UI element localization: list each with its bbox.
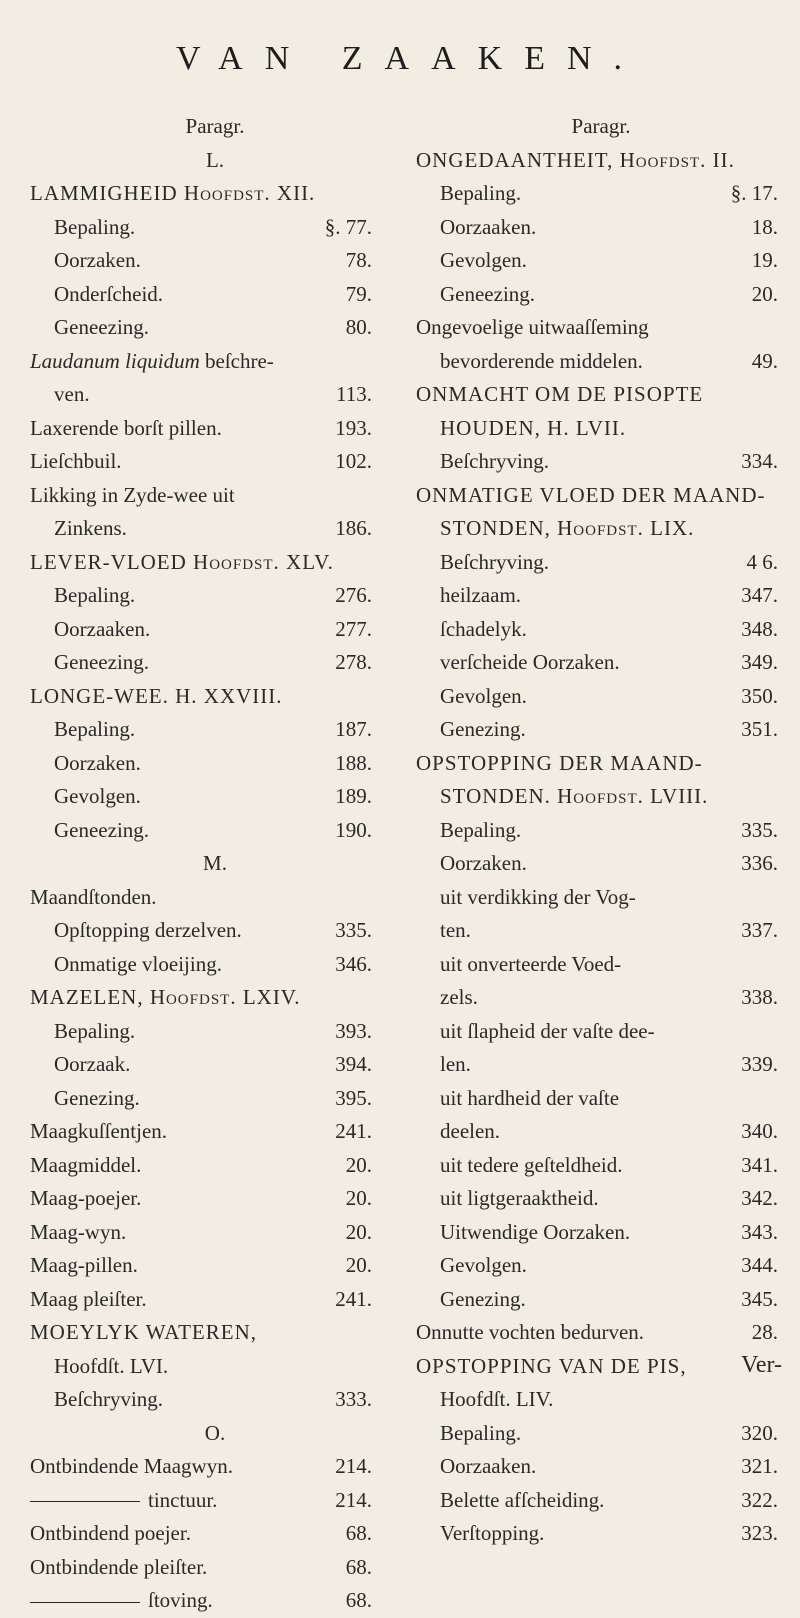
entry-paragraph-number: §. 77. bbox=[324, 214, 372, 239]
index-entry bbox=[416, 680, 786, 714]
entry-text: Bepaling. bbox=[54, 717, 136, 741]
entry-paragraph-number: 333. bbox=[335, 1387, 372, 1411]
index-entry bbox=[30, 747, 400, 781]
index-entry bbox=[416, 1517, 786, 1551]
entry-paragraph-number: 347. bbox=[741, 583, 778, 607]
entry-paragraph-number: 395. bbox=[335, 1085, 372, 1110]
index-entry bbox=[30, 512, 400, 546]
entry-text: Maag-pillen. bbox=[30, 1253, 138, 1277]
index-entry bbox=[416, 211, 786, 245]
index-entry bbox=[416, 713, 786, 747]
entry-text: verſcheide Oorzaken. bbox=[440, 650, 620, 674]
entry-text: Beſchryving. bbox=[440, 549, 550, 574]
entry-paragraph-number: 20. bbox=[345, 1152, 372, 1177]
entry-text: Uitwendige Oorzaken. bbox=[440, 1219, 631, 1244]
left-column bbox=[30, 110, 400, 1618]
index-entry bbox=[416, 814, 786, 848]
entry-text: ONMATIGE VLOED DER MAAND- bbox=[416, 482, 766, 507]
entry-paragraph-number: 348. bbox=[741, 616, 778, 641]
entry-text: Bepaling. bbox=[440, 181, 522, 205]
index-entry bbox=[30, 1517, 400, 1551]
entry-paragraph-number: 214. bbox=[335, 1487, 372, 1512]
index-entry bbox=[416, 1182, 786, 1216]
entry-text: Ontbindende Maagwyn. bbox=[30, 1454, 233, 1478]
entry-text: Opſtopping derzelven. bbox=[54, 918, 242, 942]
index-entry bbox=[416, 1249, 786, 1283]
entry-text: M. bbox=[203, 851, 227, 875]
index-entry bbox=[30, 1048, 400, 1082]
entry-paragraph-number: 323. bbox=[741, 1521, 778, 1545]
entry-paragraph-number: 320. bbox=[741, 1420, 778, 1445]
entry-text: uit ſlapheid der vaſte dee- bbox=[440, 1018, 655, 1043]
entry-text: len. bbox=[440, 1052, 471, 1076]
entry-text: LAMMIGHEID Hoofdſt. XII. bbox=[30, 181, 316, 205]
entry-text: Beſchryving. bbox=[54, 1387, 164, 1411]
index-entry bbox=[30, 881, 400, 915]
entry-text: deelen. bbox=[440, 1119, 501, 1143]
entry-paragraph-number: 190. bbox=[335, 817, 372, 842]
index-entry bbox=[30, 914, 400, 948]
entry-text: Ontbindende pleiſter. bbox=[30, 1554, 208, 1579]
index-entry bbox=[30, 780, 400, 814]
entry-paragraph-number: 337. bbox=[741, 918, 778, 942]
index-entry bbox=[30, 412, 400, 446]
entry-text: uit tedere geſteldheid. bbox=[440, 1152, 623, 1177]
entry-text: Laxerende borſt pillen. bbox=[30, 415, 222, 440]
index-entry bbox=[30, 1584, 400, 1618]
index-entry bbox=[416, 981, 786, 1015]
entry-text: O. bbox=[204, 1420, 226, 1445]
entry-text: Oorzaken. bbox=[54, 750, 141, 775]
entry-text: Genezing. bbox=[440, 1286, 526, 1311]
entry-text: Bepaling. bbox=[440, 1420, 522, 1445]
entry-text: Maandſtonden. bbox=[30, 884, 157, 909]
entry-text: Maagmiddel. bbox=[30, 1152, 142, 1177]
entry-text: Maagkuſſentjen. bbox=[30, 1119, 168, 1143]
index-entry bbox=[30, 378, 400, 412]
index-entry bbox=[30, 445, 400, 479]
entry-paragraph-number: 49. bbox=[751, 348, 778, 373]
index-entry bbox=[416, 546, 786, 580]
entry-paragraph-number: 68. bbox=[345, 1521, 372, 1545]
entry-paragraph-number: 189. bbox=[335, 784, 372, 808]
entry-text: bevorderende middelen. bbox=[440, 348, 643, 373]
entry-paragraph-number: 68. bbox=[345, 1588, 372, 1612]
entry-text: MOEYLYK WATEREN, bbox=[30, 1320, 257, 1344]
entry-paragraph-number: 339. bbox=[741, 1052, 778, 1076]
entry-text: LONGE-WEE. H. XXVIII. bbox=[30, 683, 283, 708]
entry-paragraph-number: 241. bbox=[335, 1119, 372, 1143]
entry-text: Verſtopping. bbox=[440, 1521, 545, 1545]
index-entry bbox=[30, 1082, 400, 1116]
entry-paragraph-number: 340. bbox=[741, 1119, 778, 1143]
index-entry bbox=[416, 1149, 786, 1183]
index-entry bbox=[416, 780, 786, 814]
entry-text: Paragr. bbox=[185, 114, 245, 138]
entry-paragraph-number: 346. bbox=[335, 951, 372, 976]
entry-text: L. bbox=[205, 147, 225, 172]
index-entry bbox=[30, 713, 400, 747]
entry-paragraph-number: 188. bbox=[335, 750, 372, 775]
index-entry bbox=[30, 680, 400, 714]
entry-paragraph-number: 276. bbox=[335, 583, 372, 607]
entry-paragraph-number: 186. bbox=[335, 516, 372, 540]
index-entry bbox=[30, 1249, 400, 1283]
index-entry bbox=[416, 1015, 786, 1049]
ditto-dash bbox=[30, 1602, 140, 1603]
entry-text: Paragr. bbox=[571, 114, 631, 138]
entry-text: HOUDEN, H. LVII. bbox=[440, 415, 627, 440]
index-entry bbox=[30, 177, 400, 211]
entry-text: Oorzaaken. bbox=[440, 214, 537, 239]
entry-paragraph-number: 351. bbox=[741, 717, 778, 741]
entry-text: uit onverteerde Voed- bbox=[440, 951, 622, 976]
index-entry bbox=[30, 847, 400, 881]
entry-text: Belette afſcheiding. bbox=[440, 1487, 605, 1512]
entry-paragraph-number: 336. bbox=[741, 851, 778, 875]
entry-text: Lieſchbuil. bbox=[30, 449, 122, 473]
entry-text: STONDEN, Hoofdſt. LIX. bbox=[440, 516, 695, 540]
index-entry bbox=[416, 1082, 786, 1116]
entry-text: heilzaam. bbox=[440, 583, 522, 607]
entry-text: LEVER-VLOED Hoofdſt. XLV. bbox=[30, 549, 334, 574]
index-entry bbox=[30, 1551, 400, 1585]
entry-text: Maag pleiſter. bbox=[30, 1286, 147, 1311]
entry-text: Ongevoelige uitwaaſſeming bbox=[416, 315, 649, 339]
entry-text: Geneezing. bbox=[54, 650, 150, 674]
index-entry bbox=[30, 1350, 400, 1384]
index-entry bbox=[30, 1015, 400, 1049]
entry-paragraph-number: 20. bbox=[345, 1186, 372, 1210]
index-entry bbox=[416, 881, 786, 915]
index-entry bbox=[416, 479, 786, 513]
entry-paragraph-number: 335. bbox=[741, 817, 778, 842]
entry-text: tinctuur. bbox=[30, 1484, 217, 1518]
index-entry bbox=[416, 579, 786, 613]
entry-text: Maag-wyn. bbox=[30, 1219, 127, 1244]
entry-text: uit ligtgeraaktheid. bbox=[440, 1186, 599, 1210]
index-entry bbox=[416, 914, 786, 948]
entry-text: Gevolgen. bbox=[440, 1253, 527, 1277]
index-entry bbox=[416, 378, 786, 412]
index-entry bbox=[30, 613, 400, 647]
entry-text: Genezing. bbox=[440, 717, 526, 741]
entry-text: Oorzaaken. bbox=[440, 1454, 537, 1478]
entry-paragraph-number: 113. bbox=[336, 382, 372, 406]
entry-text: ſtoving. bbox=[30, 1584, 213, 1618]
entry-text: ONGEDAANTHEIT, Hoofdſt. II. bbox=[416, 147, 735, 172]
index-entry bbox=[416, 1350, 786, 1384]
entry-paragraph-number: 28. bbox=[751, 1320, 778, 1344]
entry-paragraph-number: 278. bbox=[335, 650, 372, 674]
entry-text: Bepaling. bbox=[54, 583, 136, 607]
entry-text: Oorzaken. bbox=[440, 851, 527, 875]
entry-paragraph-number: 78. bbox=[345, 248, 372, 272]
entry-text: ten. bbox=[440, 918, 471, 942]
index-entry bbox=[416, 412, 786, 446]
index-entry bbox=[30, 1316, 400, 1350]
entry-paragraph-number: 19. bbox=[751, 248, 778, 272]
entry-text: Bepaling. bbox=[54, 1018, 136, 1043]
index-entry bbox=[416, 177, 786, 211]
index-entry bbox=[416, 1316, 786, 1350]
index-entry bbox=[30, 1149, 400, 1183]
entry-text: Ontbindend poejer. bbox=[30, 1521, 191, 1545]
ditto-dash bbox=[30, 1501, 140, 1502]
entry-text: Maag-poejer. bbox=[30, 1186, 142, 1210]
index-entry bbox=[30, 144, 400, 178]
entry-text: ſchadelyk. bbox=[440, 616, 527, 641]
index-entry bbox=[416, 646, 786, 680]
running-head: VAN ZAAKEN. bbox=[175, 40, 645, 77]
index-entry bbox=[30, 546, 400, 580]
entry-text: Genezing. bbox=[54, 1085, 140, 1110]
catchword: Ver- bbox=[741, 1352, 782, 1378]
entry-paragraph-number: 321. bbox=[741, 1454, 778, 1478]
entry-text: Oorzaken. bbox=[54, 248, 141, 272]
entry-paragraph-number: 20. bbox=[345, 1253, 372, 1277]
index-entry bbox=[30, 479, 400, 513]
index-entry bbox=[30, 345, 400, 379]
index-entry bbox=[30, 1216, 400, 1250]
entry-text: ONMACHT OM DE PISOPTE bbox=[416, 382, 704, 406]
index-entry bbox=[30, 579, 400, 613]
entry-paragraph-number: 322. bbox=[741, 1487, 778, 1512]
index-entry bbox=[30, 1115, 400, 1149]
index-entry bbox=[416, 244, 786, 278]
index-entry bbox=[416, 1216, 786, 1250]
entry-text: OPSTOPPING DER MAAND- bbox=[416, 750, 703, 775]
index-entry bbox=[416, 1417, 786, 1451]
entry-text: Oorzaaken. bbox=[54, 616, 151, 641]
entry-text: Geneezing. bbox=[54, 315, 150, 339]
entry-text: Bepaling. bbox=[54, 214, 136, 239]
entry-paragraph-number: 20. bbox=[751, 281, 778, 306]
entry-text: Onmatige vloeijing. bbox=[54, 951, 222, 976]
entry-paragraph-number: 18. bbox=[751, 214, 778, 239]
entry-paragraph-number: 214. bbox=[335, 1454, 372, 1478]
index-entry bbox=[416, 278, 786, 312]
entry-paragraph-number: 394. bbox=[335, 1052, 372, 1076]
entry-paragraph-number: 342. bbox=[741, 1186, 778, 1210]
entry-paragraph-number: 350. bbox=[741, 683, 778, 708]
index-entry bbox=[416, 1484, 786, 1518]
entry-paragraph-number: 345. bbox=[741, 1286, 778, 1311]
index-entry bbox=[416, 1115, 786, 1149]
entry-paragraph-number: 338. bbox=[741, 985, 778, 1009]
entry-text: OPSTOPPING VAN DE PIS, bbox=[416, 1353, 687, 1378]
index-entry bbox=[416, 747, 786, 781]
index-entry bbox=[30, 311, 400, 345]
index-entry bbox=[30, 814, 400, 848]
entry-paragraph-number: 241. bbox=[335, 1286, 372, 1311]
index-entry bbox=[30, 211, 400, 245]
entry-paragraph-number: 102. bbox=[335, 449, 372, 473]
index-entry bbox=[30, 244, 400, 278]
index-entry bbox=[416, 1283, 786, 1317]
index-entry bbox=[30, 1450, 400, 1484]
entry-text: Hoofdſt. LIV. bbox=[440, 1387, 554, 1411]
index-entry bbox=[416, 1048, 786, 1082]
index-entry bbox=[30, 646, 400, 680]
entry-text: Laudanum liquidum beſchre- bbox=[30, 348, 274, 373]
entry-paragraph-number: 334. bbox=[741, 449, 778, 473]
index-entry bbox=[416, 144, 786, 178]
entry-paragraph-number: 79. bbox=[345, 281, 372, 306]
index-entry bbox=[416, 311, 786, 345]
entry-paragraph-number: 4 6. bbox=[746, 549, 778, 574]
entry-text: Gevolgen. bbox=[54, 784, 141, 808]
entry-paragraph-number: 187. bbox=[335, 717, 372, 741]
index-entry bbox=[30, 1484, 400, 1518]
entry-text: Bepaling. bbox=[440, 817, 522, 842]
index-entry bbox=[30, 278, 400, 312]
index-entry bbox=[416, 847, 786, 881]
entry-paragraph-number: 343. bbox=[741, 1219, 778, 1244]
index-entry bbox=[416, 613, 786, 647]
entry-text: MAZELEN, Hoofdſt. LXIV. bbox=[30, 985, 301, 1009]
entry-paragraph-number: 393. bbox=[335, 1018, 372, 1043]
entry-text: Zinkens. bbox=[54, 516, 127, 540]
entry-text: ven. bbox=[54, 382, 90, 406]
entry-text: Gevolgen. bbox=[440, 683, 527, 708]
index-entry bbox=[416, 345, 786, 379]
entry-paragraph-number: 344. bbox=[741, 1253, 778, 1277]
entry-text: STONDEN. Hoofdſt. LVIII. bbox=[440, 784, 709, 808]
index-entry bbox=[416, 1450, 786, 1484]
entry-paragraph-number: 277. bbox=[335, 616, 372, 641]
entry-text: Onnutte vochten bedurven. bbox=[416, 1320, 645, 1344]
entry-paragraph-number: 341. bbox=[741, 1152, 778, 1177]
index-entry bbox=[30, 1417, 400, 1451]
entry-text: Beſchryving. bbox=[440, 449, 550, 473]
entry-text: Geneezing. bbox=[440, 281, 536, 306]
entry-text: Geneezing. bbox=[54, 817, 150, 842]
entry-text: Likking in Zyde-wee uit bbox=[30, 482, 235, 507]
index-entry bbox=[416, 110, 786, 144]
index-entry bbox=[30, 1182, 400, 1216]
entry-text: zels. bbox=[440, 985, 478, 1009]
index-entry bbox=[30, 110, 400, 144]
right-column bbox=[416, 110, 786, 1551]
index-entry bbox=[30, 1283, 400, 1317]
index-entry bbox=[30, 981, 400, 1015]
index-entry bbox=[416, 512, 786, 546]
entry-text: Oorzaak. bbox=[54, 1052, 131, 1076]
entry-paragraph-number: 335. bbox=[335, 918, 372, 942]
index-entry bbox=[30, 948, 400, 982]
entry-text: Hoofdſt. LVI. bbox=[54, 1353, 169, 1378]
entry-text: Gevolgen. bbox=[440, 248, 527, 272]
entry-paragraph-number: 68. bbox=[345, 1554, 372, 1579]
entry-text: uit hardheid der vaſte bbox=[440, 1085, 620, 1110]
entry-paragraph-number: §. 17. bbox=[730, 181, 778, 205]
entry-paragraph-number: 80. bbox=[345, 315, 372, 339]
entry-text: uit verdikking der Vog- bbox=[440, 884, 636, 909]
entry-paragraph-number: 20. bbox=[345, 1219, 372, 1244]
entry-paragraph-number: 193. bbox=[335, 415, 372, 440]
index-entry bbox=[416, 445, 786, 479]
index-entry bbox=[416, 948, 786, 982]
entry-text: Onderſcheid. bbox=[54, 281, 164, 306]
entry-paragraph-number: 349. bbox=[741, 650, 778, 674]
